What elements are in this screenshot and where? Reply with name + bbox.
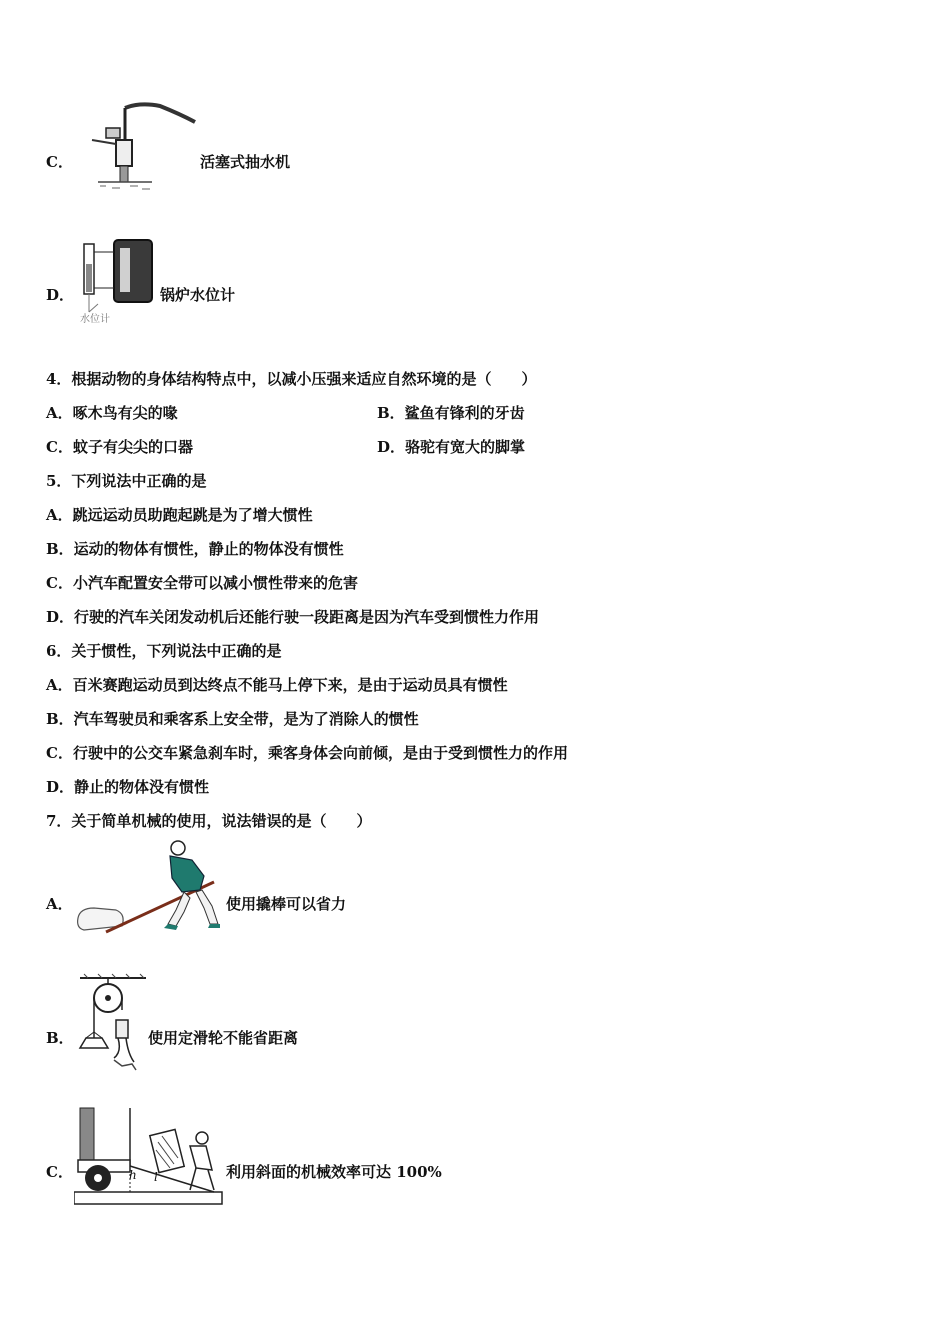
q4-option-d: D．骆驼有宽大的脚掌	[377, 438, 526, 456]
q7-option-c-letter: C．	[46, 1163, 73, 1181]
q6-option-c: C．行驶中的公交车紧急刹车时，乘客身体会向前倾，是由于受到惯性力的作用	[46, 744, 568, 762]
inclined-plane-figure	[74, 1104, 224, 1210]
q7-option-b-letter: B．	[46, 1029, 74, 1047]
q4-option-b: B．鲨鱼有锋利的牙齿	[377, 404, 525, 422]
q5-option-a: A．跳远运动员助跑起跳是为了增大惯性	[46, 506, 313, 524]
q5-stem: 5．下列说法中正确的是	[46, 472, 207, 490]
q6-stem: 6．关于惯性，下列说法中正确的是	[46, 642, 282, 660]
incline-l-label: l	[154, 1170, 158, 1184]
q3-option-d-letter: D．	[46, 286, 75, 304]
q5-option-c: C．小汽车配置安全带可以减小惯性带来的危害	[46, 574, 358, 592]
q7-option-a-text: 使用撬棒可以省力	[226, 895, 347, 913]
q7-option-a-letter: A．	[46, 895, 73, 913]
q6-option-d: D．静止的物体没有惯性	[46, 778, 210, 796]
q7-stem: 7．关于简单机械的使用，说法错误的是（ ）	[46, 812, 372, 830]
crowbar-figure	[72, 838, 227, 940]
q5-option-d: D．行驶的汽车关闭发动机后还能行驶一段距离是因为汽车受到惯性力作用	[46, 608, 540, 626]
q6-option-a: A．百米赛跑运动员到达终点不能马上停下来，是由于运动员具有惯性	[46, 676, 508, 694]
q4-option-c: C．蚊子有尖尖的口器	[46, 438, 193, 456]
fixed-pulley-figure	[74, 972, 150, 1076]
q7-option-b-text: 使用定滑轮不能省距离	[148, 1029, 299, 1047]
q3-option-c-text: 活塞式抽水机	[200, 153, 291, 171]
q3-option-d-text: 锅炉水位计	[160, 286, 236, 304]
q4-stem: 4．根据动物的身体结构特点中，以减小压强来适应自然环境的是（ ）	[46, 370, 537, 388]
q6-option-b: B．汽车驾驶员和乘客系上安全带，是为了消除人的惯性	[46, 710, 419, 728]
water-gauge-label: 水位计	[80, 314, 110, 325]
q3-option-c-letter: C．	[46, 153, 73, 171]
q4-option-a: A．啄木鸟有尖的喙	[46, 404, 178, 422]
q7-option-c-text: 利用斜面的机械效率可达 100%	[226, 1163, 442, 1181]
piston-pump-figure	[80, 100, 200, 195]
q5-option-b: B．运动的物体有惯性，静止的物体没有惯性	[46, 540, 344, 558]
incline-h-label: h	[129, 1168, 137, 1182]
